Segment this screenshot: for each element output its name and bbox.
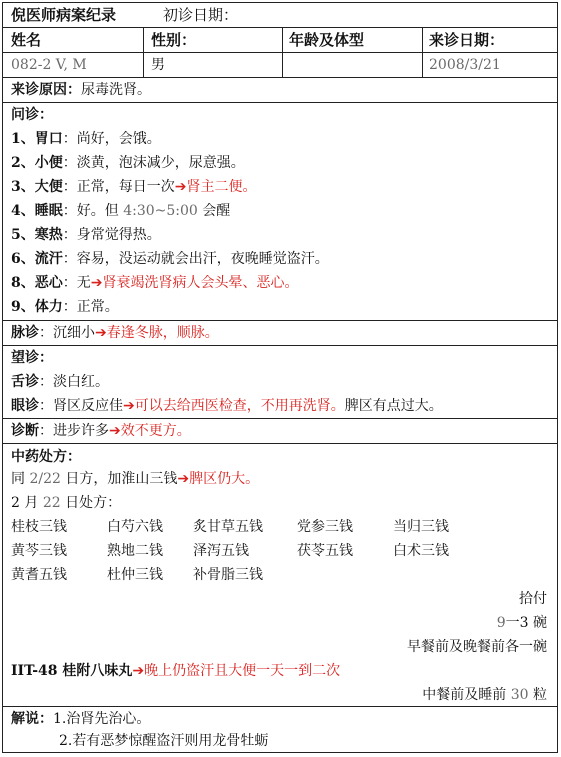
inquiry-item-stool	[11, 175, 256, 199]
herb-item: 炙甘草五钱	[193, 519, 263, 535]
item-colon: ：	[62, 251, 77, 267]
item-text: 正常。	[76, 299, 119, 315]
herb-item: 党参三钱	[297, 519, 353, 535]
diagnosis-label: 诊断	[11, 423, 39, 439]
patient-sex: 男	[151, 57, 165, 73]
item-note: 肾主二便。	[186, 179, 257, 195]
item-label: 流汗	[34, 251, 63, 267]
inquiry-item-sweat	[11, 247, 329, 271]
item-label: 恶心	[34, 275, 63, 291]
explanation-text: 若有恶梦惊醒盗汗则用龙骨牡蛎	[72, 733, 269, 749]
divider	[282, 27, 283, 77]
tongue-colon: ：	[39, 374, 53, 390]
name-header: 姓名	[11, 31, 42, 49]
inquiry-title: 问诊：	[11, 107, 53, 123]
prescription-same-as	[11, 467, 259, 491]
item-colon: ：	[62, 203, 77, 219]
item-label: 睡眠	[34, 203, 63, 219]
item-colon: ：	[62, 179, 77, 195]
record-title: 倪医师病案纪录	[11, 6, 117, 24]
pulse-colon: ：	[39, 325, 53, 341]
visit-date: 2008/3/21	[429, 57, 501, 73]
item-text: 无	[76, 275, 91, 291]
item-label: 胃口	[34, 131, 63, 147]
base-date-prefix: 2 月	[11, 495, 43, 511]
inquiry-item-energy	[11, 295, 119, 319]
pulse-text: 沉细小	[53, 325, 95, 341]
herb-item: 杜仲三钱	[107, 567, 163, 583]
item-number: 9、	[11, 299, 35, 315]
divider	[3, 102, 557, 103]
item-text: 容易，没运动就会出汗，夜晚睡觉盗汗。	[76, 251, 329, 267]
item-label: 体力	[34, 299, 63, 315]
eye-label: 眼诊	[11, 398, 39, 414]
pulse-label: 脉诊	[11, 325, 39, 341]
arrow-icon: ➔	[109, 423, 121, 439]
base-date-suffix: 日处方：	[60, 495, 122, 511]
pill-name: 桂附八味丸	[62, 663, 133, 679]
arrow-icon: ➔	[90, 275, 103, 291]
item-text: 淡黄，泡沫减少，尿意强。	[76, 155, 245, 171]
herb-item: 熟地二钱	[107, 543, 163, 559]
herb-item: 当归三钱	[393, 519, 449, 535]
herb-item: 桂枝三钱	[11, 519, 67, 535]
arrow-icon: ➔	[95, 325, 107, 341]
divider	[3, 443, 557, 444]
diagnosis	[11, 419, 191, 443]
herb-item: 茯苓五钱	[297, 543, 353, 559]
item-text: 尚好，会饿。	[76, 131, 161, 147]
item-colon: ：	[62, 155, 77, 171]
item-colon: ：	[62, 275, 77, 291]
pill-prescription	[11, 659, 340, 683]
dose-timing: 早餐前及晚餐前各一碗	[407, 639, 547, 655]
inquiry-item-appetite	[11, 127, 161, 151]
inquiry-item-nausea	[11, 271, 298, 295]
tongue-label: 舌诊	[11, 374, 39, 390]
same-as-note: 脾区仍大。	[189, 471, 260, 487]
herb-item: 补骨脂三钱	[193, 567, 263, 583]
age-header: 年龄及体型	[289, 31, 365, 49]
item-colon: ：	[62, 299, 77, 315]
item-number: 5、	[11, 227, 35, 243]
item-label: 寒热	[34, 227, 63, 243]
record-table	[2, 2, 558, 753]
arrow-icon: ➔	[132, 663, 145, 679]
same-as-date: 2/22	[29, 471, 61, 487]
pill-code: IIT-48	[11, 663, 63, 679]
item-colon: ：	[62, 227, 77, 243]
same-as-prefix: 同	[11, 471, 30, 487]
arrow-icon: ➔	[177, 471, 190, 487]
herb-item: 黄芩三钱	[11, 543, 67, 559]
visit-date-header: 来诊日期：	[429, 31, 505, 49]
item-text: 身常觉得热。	[76, 227, 161, 243]
item-number: 2、	[11, 155, 35, 171]
pulse-diagnosis	[11, 321, 219, 345]
explanation-label: 解说：	[11, 711, 53, 727]
arrow-icon: ➔	[123, 398, 135, 414]
divider	[3, 345, 557, 346]
item-number: 8、	[11, 275, 35, 291]
first-visit-label: 初诊日期：	[163, 6, 239, 24]
herb-item: 白芍六钱	[107, 519, 163, 535]
base-date-day: 22	[42, 495, 61, 511]
eye-text: 肾区反应佳	[53, 398, 123, 414]
pulse-note: 春逢冬脉，顺脉。	[106, 325, 219, 341]
divider	[143, 27, 144, 77]
divider	[422, 27, 423, 77]
pill-timing-text: 中餐前及睡前	[422, 687, 511, 703]
item-text: 会醒	[197, 203, 231, 219]
pill-unit: 粒	[528, 687, 547, 703]
visit-reason-text: 尿毒洗肾。	[81, 82, 151, 98]
tongue-text: 淡白红。	[53, 374, 109, 390]
sex-header: 性别：	[151, 31, 197, 49]
explanation-item-2	[59, 729, 268, 753]
bowl-count	[497, 611, 547, 635]
item-text: 好。但	[76, 203, 124, 219]
pill-count: 30	[510, 687, 529, 703]
arrow-icon: ➔	[174, 179, 187, 195]
item-text: 正常，每日一次	[76, 179, 175, 195]
item-number: 1、	[11, 131, 35, 147]
inquiry-item-sleep	[11, 199, 230, 223]
eye-note: 可以去给西医检查，不用再洗肾。	[134, 398, 345, 414]
eye-colon: ：	[39, 398, 53, 414]
diagnosis-note: 效不更方。	[120, 423, 191, 439]
item-note: 肾衰竭洗肾病人会头晕、恶心。	[102, 275, 299, 291]
diagnosis-text: 进步许多	[53, 423, 109, 439]
item-label: 大便	[34, 179, 63, 195]
item-number: 4、	[11, 203, 35, 219]
explanation-number: 1.	[53, 711, 67, 727]
explanation-number: 2.	[59, 733, 73, 749]
eye-text: 脾区有点过大。	[344, 398, 443, 414]
item-number: 3、	[11, 179, 35, 195]
item-time: 4:30~5:00	[123, 203, 198, 219]
prescription-title: 中药处方：	[11, 449, 81, 465]
visit-reason-label: 来诊原因：	[11, 82, 81, 98]
item-number: 6、	[11, 251, 35, 267]
pill-note: 晚上仍盗汗且大便一天一到二次	[144, 663, 341, 679]
explanation-item-1	[11, 707, 150, 731]
inquiry-item-temperature	[11, 223, 161, 247]
bowl-count-a: 9	[496, 615, 506, 631]
prescription-base-date	[11, 491, 121, 515]
item-colon: ：	[62, 131, 77, 147]
same-as-text: 日方，加淮山三钱	[60, 471, 178, 487]
visit-reason	[11, 78, 151, 102]
herb-item: 白术三钱	[393, 543, 449, 559]
dose-count: 拾付	[519, 591, 547, 607]
observation-title: 望诊：	[11, 350, 53, 366]
herb-item: 黄耆五钱	[11, 567, 67, 583]
herb-item: 泽泻五钱	[193, 543, 249, 559]
item-label: 小便	[34, 155, 63, 171]
bowl-count-b: 一3 碗	[505, 615, 547, 631]
patient-id: 082-2 V, M	[11, 57, 87, 73]
diagnosis-colon: ：	[39, 423, 53, 439]
inquiry-item-urine	[11, 151, 245, 175]
eye-diagnosis	[11, 394, 443, 418]
tongue-diagnosis	[11, 370, 109, 394]
pill-timing	[422, 683, 547, 707]
explanation-text: 治肾先治心。	[66, 711, 151, 727]
